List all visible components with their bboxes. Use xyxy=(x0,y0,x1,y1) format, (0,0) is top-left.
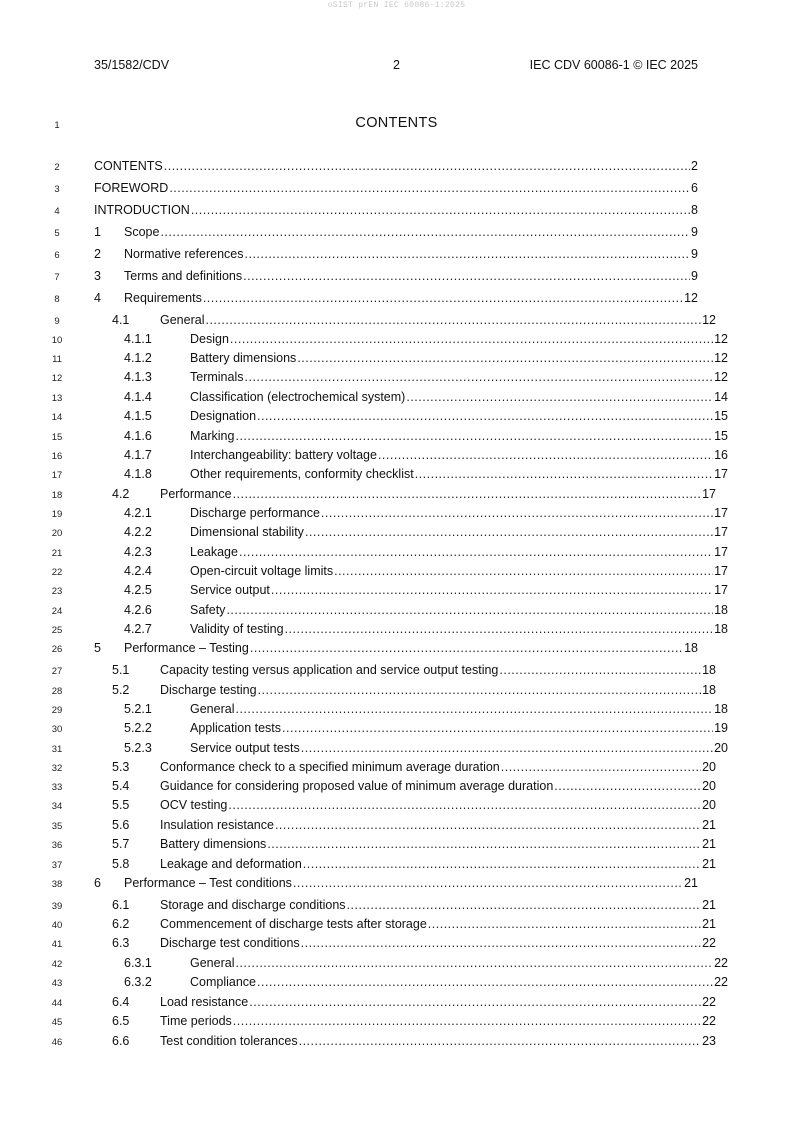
dot-leader xyxy=(205,313,701,327)
toc-section-number: 4.1.2 xyxy=(124,351,152,365)
toc-entry-title: Design xyxy=(190,332,229,346)
toc-entry-title: Conformance check to a specified minimum average duration xyxy=(160,760,500,774)
toc-entry-title: Battery dimensions xyxy=(160,837,267,851)
toc-entry[interactable] xyxy=(94,351,728,369)
toc-page-number: 15 xyxy=(714,409,728,423)
toc-entry-title: Validity of testing xyxy=(190,622,284,636)
toc-entry-title: Battery dimensions xyxy=(190,351,297,365)
toc-section-number: 5.1 xyxy=(112,663,130,677)
toc-entry[interactable] xyxy=(94,956,728,974)
toc-entry-title: General xyxy=(190,702,235,716)
dot-leader xyxy=(160,225,690,239)
line-number: 39 xyxy=(51,901,63,912)
toc-page-number: 14 xyxy=(714,390,728,404)
line-number: 43 xyxy=(51,978,63,989)
line-number: 46 xyxy=(51,1037,63,1048)
dot-leader xyxy=(301,936,701,950)
dot-leader xyxy=(257,409,713,423)
line-number: 16 xyxy=(51,451,63,462)
line-number: 10 xyxy=(51,335,63,346)
dot-leader xyxy=(499,663,701,677)
toc-entry-title: Service output tests xyxy=(190,741,300,755)
toc-entry[interactable] xyxy=(94,1034,716,1052)
dot-leader xyxy=(226,603,713,617)
toc-entry[interactable] xyxy=(94,525,728,543)
toc-entry[interactable] xyxy=(94,857,716,875)
toc-page-number: 20 xyxy=(702,779,716,793)
line-number: 45 xyxy=(51,1017,63,1028)
toc-section-number: 4.2.7 xyxy=(124,622,152,636)
dot-leader xyxy=(233,487,702,501)
line-number: 28 xyxy=(51,686,63,697)
dot-leader xyxy=(243,269,690,283)
toc-page-number: 21 xyxy=(702,917,716,931)
toc-entry[interactable] xyxy=(94,683,716,701)
toc-page-number: 17 xyxy=(702,487,716,501)
toc-entry-title: Insulation resistance xyxy=(160,818,274,832)
dot-leader xyxy=(301,741,713,755)
dot-leader xyxy=(299,1034,702,1048)
toc-entry[interactable] xyxy=(94,760,716,778)
toc-section-number: 6.1 xyxy=(112,898,130,912)
line-number: 36 xyxy=(51,840,63,851)
dot-leader xyxy=(245,370,714,384)
toc-entry-title: Performance – Testing xyxy=(124,641,249,655)
toc-page-number: 21 xyxy=(702,857,716,871)
toc-section-number: 4.1.5 xyxy=(124,409,152,423)
line-number: 7 xyxy=(54,272,60,283)
dot-leader xyxy=(228,798,701,812)
line-number: 41 xyxy=(51,939,63,950)
toc-entry-title: Service output xyxy=(190,583,270,597)
toc-entry[interactable] xyxy=(94,818,716,836)
toc-entry[interactable] xyxy=(94,564,728,582)
line-number: 22 xyxy=(51,567,63,578)
toc-entry[interactable] xyxy=(94,291,698,309)
toc-page-number: 6 xyxy=(691,181,698,195)
line-number: 25 xyxy=(51,625,63,636)
line-number: 3 xyxy=(54,184,60,195)
toc-entry-title: Guidance for considering proposed value of minimum average duration xyxy=(160,779,554,793)
page-title: CONTENTS xyxy=(355,115,438,131)
dot-leader xyxy=(334,564,713,578)
toc-entry-title: Discharge test conditions xyxy=(160,936,300,950)
dot-leader xyxy=(554,779,701,793)
toc-entry[interactable] xyxy=(94,506,728,524)
toc-entry-title: Leakage xyxy=(190,545,238,559)
toc-page-number: 18 xyxy=(684,641,698,655)
line-number: 13 xyxy=(51,393,63,404)
line-number: 20 xyxy=(51,528,63,539)
dot-leader xyxy=(406,390,713,404)
toc-section-number: 5.4 xyxy=(112,779,130,793)
line-number: 38 xyxy=(51,879,63,890)
dot-leader xyxy=(230,332,713,346)
toc-page-number: 9 xyxy=(691,225,698,239)
toc-entry-title: General xyxy=(160,313,205,327)
toc-entry[interactable] xyxy=(94,1014,716,1032)
toc-page-number: 15 xyxy=(714,429,728,443)
toc-page-number: 21 xyxy=(702,818,716,832)
toc-page-number: 17 xyxy=(714,545,728,559)
dot-leader xyxy=(235,702,713,716)
toc-section-number: 4.1 xyxy=(112,313,130,327)
toc-entry[interactable] xyxy=(94,159,698,177)
toc-page-number: 22 xyxy=(714,975,728,989)
toc-section-number: 4 xyxy=(94,291,101,305)
toc-entry-title: Application tests xyxy=(190,721,282,735)
line-number: 1 xyxy=(54,120,60,131)
toc-entry[interactable] xyxy=(94,936,716,954)
toc-page-number: 12 xyxy=(714,351,728,365)
toc-section-number: 4.1.8 xyxy=(124,467,152,481)
toc-page-number: 22 xyxy=(702,936,716,950)
toc-section-number: 5 xyxy=(94,641,101,655)
toc-section-number: 6.5 xyxy=(112,1014,130,1028)
toc-entry[interactable] xyxy=(94,975,728,993)
toc-section-number: 3 xyxy=(94,269,101,283)
dot-leader xyxy=(415,467,713,481)
toc-entry[interactable] xyxy=(94,448,728,466)
toc-section-number: 4.2.3 xyxy=(124,545,152,559)
toc-section-number: 6 xyxy=(94,876,101,890)
dot-leader xyxy=(164,159,690,173)
dot-leader xyxy=(267,837,701,851)
toc-page-number: 9 xyxy=(691,247,698,261)
line-number: 8 xyxy=(54,294,60,305)
line-number: 14 xyxy=(51,412,63,423)
toc-page-number: 22 xyxy=(714,956,728,970)
dot-leader xyxy=(285,622,714,636)
toc-section-number: 4.1.6 xyxy=(124,429,152,443)
toc-entry-title: Commencement of discharge tests after storage xyxy=(160,917,427,931)
toc-entry-title: Dimensional stability xyxy=(190,525,304,539)
toc-entry[interactable] xyxy=(94,641,698,659)
line-number: 23 xyxy=(51,586,63,597)
toc-entry[interactable] xyxy=(94,313,716,331)
line-number: 24 xyxy=(51,606,63,617)
toc-entry-title: Discharge performance xyxy=(190,506,320,520)
dot-leader xyxy=(257,975,713,989)
toc-entry-title: Designation xyxy=(190,409,257,423)
dot-leader xyxy=(501,760,701,774)
dot-leader xyxy=(275,818,701,832)
toc-page-number: 17 xyxy=(714,467,728,481)
toc-section-number: 4.1.3 xyxy=(124,370,152,384)
toc-entry-title: Leakage and deformation xyxy=(160,857,302,871)
toc-page-number: 18 xyxy=(702,663,716,677)
toc-page-number: 21 xyxy=(702,837,716,851)
toc-page-number: 21 xyxy=(702,898,716,912)
toc-section-number: 4.1.7 xyxy=(124,448,152,462)
toc-page-number: 12 xyxy=(684,291,698,305)
toc-entry[interactable] xyxy=(94,247,698,265)
dot-leader xyxy=(249,995,701,1009)
toc-page-number: 21 xyxy=(684,876,698,890)
toc-entry-title: FOREWORD xyxy=(94,181,169,195)
dot-leader xyxy=(282,721,713,735)
dot-leader xyxy=(235,429,713,443)
line-number: 26 xyxy=(51,644,63,655)
toc-entry-title: CONTENTS xyxy=(94,159,163,173)
line-number: 33 xyxy=(51,782,63,793)
toc-entry-title: Load resistance xyxy=(160,995,249,1009)
line-number: 27 xyxy=(51,666,63,677)
toc-section-number: 6.3 xyxy=(112,936,130,950)
toc-page-number: 8 xyxy=(691,203,698,217)
toc-entry[interactable] xyxy=(94,898,716,916)
toc-entry-title: Open-circuit voltage limits xyxy=(190,564,334,578)
dot-leader xyxy=(233,1014,701,1028)
toc-entry[interactable] xyxy=(94,429,728,447)
dot-leader xyxy=(258,683,702,697)
toc-page-number: 17 xyxy=(714,525,728,539)
line-number: 37 xyxy=(51,860,63,871)
toc-page-number: 12 xyxy=(702,313,716,327)
toc-entry-title: Marking xyxy=(190,429,235,443)
dot-leader xyxy=(378,448,713,462)
dot-leader xyxy=(239,545,713,559)
header-page-number: 2 xyxy=(393,58,400,72)
dot-leader xyxy=(191,203,690,217)
toc-section-number: 5.6 xyxy=(112,818,130,832)
toc-page-number: 20 xyxy=(702,798,716,812)
toc-section-number: 5.2 xyxy=(112,683,130,697)
toc-entry-title: Interchangeability: battery voltage xyxy=(190,448,377,462)
toc-entry-title: INTRODUCTION xyxy=(94,203,190,217)
toc-entry-title: Test condition tolerances xyxy=(160,1034,298,1048)
toc-section-number: 4.2 xyxy=(112,487,130,501)
toc-entry[interactable] xyxy=(94,741,728,759)
toc-section-number: 5.2.1 xyxy=(124,702,152,716)
toc-entry[interactable] xyxy=(94,721,728,739)
toc-section-number: 6.3.1 xyxy=(124,956,152,970)
toc-section-number: 1 xyxy=(94,225,101,239)
toc-entry[interactable] xyxy=(94,467,728,485)
toc-section-number: 6.3.2 xyxy=(124,975,152,989)
toc-entry[interactable] xyxy=(94,995,716,1013)
dot-leader xyxy=(347,898,702,912)
toc-entry-title: Normative references xyxy=(124,247,244,261)
toc-entry[interactable] xyxy=(94,917,716,935)
dot-leader xyxy=(235,956,713,970)
toc-page-number: 17 xyxy=(714,583,728,597)
toc-section-number: 5.5 xyxy=(112,798,130,812)
toc-entry[interactable] xyxy=(94,702,728,720)
toc-section-number: 2 xyxy=(94,247,101,261)
toc-entry[interactable] xyxy=(94,876,698,894)
toc-entry[interactable] xyxy=(94,225,698,243)
line-number: 12 xyxy=(51,373,63,384)
toc-section-number: 4.2.4 xyxy=(124,564,152,578)
toc-section-number: 5.2.3 xyxy=(124,741,152,755)
line-number: 40 xyxy=(51,920,63,931)
toc-entry[interactable] xyxy=(94,545,728,563)
toc-section-number: 6.2 xyxy=(112,917,130,931)
toc-entry-title: General xyxy=(190,956,235,970)
toc-section-number: 4.2.2 xyxy=(124,525,152,539)
line-number: 21 xyxy=(51,548,63,559)
toc-entry[interactable] xyxy=(94,798,716,816)
toc-entry[interactable] xyxy=(94,583,728,601)
toc-section-number: 4.1.1 xyxy=(124,332,152,346)
line-number: 15 xyxy=(51,432,63,443)
header-standard-ref: IEC CDV 60086-1 © IEC 2025 xyxy=(529,58,698,72)
watermark-text: oSIST prEN IEC 60086-1:2025 xyxy=(327,1,466,10)
line-number: 17 xyxy=(51,470,63,481)
toc-entry-title: Time periods xyxy=(160,1014,232,1028)
line-number: 11 xyxy=(52,354,62,365)
line-number: 19 xyxy=(51,509,63,520)
toc-section-number: 4.2.1 xyxy=(124,506,152,520)
toc-entry[interactable] xyxy=(94,370,728,388)
toc-page-number: 18 xyxy=(714,702,728,716)
toc-section-number: 5.7 xyxy=(112,837,130,851)
line-number: 35 xyxy=(51,821,63,832)
dot-leader xyxy=(245,247,691,261)
toc-entry[interactable] xyxy=(94,622,728,640)
toc-page-number: 18 xyxy=(714,603,728,617)
toc-page-number: 18 xyxy=(714,622,728,636)
toc-entry-title: Terminals xyxy=(190,370,244,384)
line-number: 18 xyxy=(51,490,63,501)
toc-page-number: 16 xyxy=(714,448,728,462)
toc-page-number: 9 xyxy=(691,269,698,283)
dot-leader xyxy=(293,876,683,890)
toc-entry[interactable] xyxy=(94,332,728,350)
line-number: 31 xyxy=(51,744,63,755)
toc-entry[interactable] xyxy=(94,603,728,621)
toc-page-number: 17 xyxy=(714,506,728,520)
dot-leader xyxy=(303,857,701,871)
toc-entry[interactable] xyxy=(94,203,698,221)
dot-leader xyxy=(203,291,683,305)
line-number: 42 xyxy=(51,959,63,970)
toc-entry-title: Terms and definitions xyxy=(124,269,243,283)
toc-entry[interactable] xyxy=(94,390,728,408)
toc-page-number: 2 xyxy=(691,159,698,173)
dot-leader xyxy=(321,506,713,520)
toc-page-number: 20 xyxy=(702,760,716,774)
toc-section-number: 4.2.6 xyxy=(124,603,152,617)
toc-page-number: 20 xyxy=(714,741,728,755)
toc-entry-title: Safety xyxy=(190,603,226,617)
toc-entry-title: Capacity testing versus application and service output testing xyxy=(160,663,499,677)
toc-page-number: 22 xyxy=(702,1014,716,1028)
toc-section-number: 4.2.5 xyxy=(124,583,152,597)
dot-leader xyxy=(305,525,713,539)
toc-entry-title: Requirements xyxy=(124,291,202,305)
toc-entry-title: Discharge testing xyxy=(160,683,257,697)
toc-section-number: 5.2.2 xyxy=(124,721,152,735)
toc-section-number: 5.3 xyxy=(112,760,130,774)
dot-leader xyxy=(428,917,701,931)
toc-entry-title: Other requirements, conformity checklist xyxy=(190,467,414,481)
toc-page-number: 18 xyxy=(702,683,716,697)
line-number: 44 xyxy=(51,998,63,1009)
toc-section-number: 6.6 xyxy=(112,1034,130,1048)
toc-page-number: 12 xyxy=(714,332,728,346)
toc-entry-title: Classification (electrochemical system) xyxy=(190,390,406,404)
line-number: 9 xyxy=(54,316,60,327)
line-number: 32 xyxy=(51,763,63,774)
toc-entry-title: Scope xyxy=(124,225,160,239)
toc-entry[interactable] xyxy=(94,269,698,287)
dot-leader xyxy=(250,641,683,655)
toc-entry-title: Performance xyxy=(160,487,232,501)
header-document-ref: 35/1582/CDV xyxy=(94,58,170,72)
toc-page-number: 23 xyxy=(702,1034,716,1048)
toc-section-number: 5.8 xyxy=(112,857,130,871)
dot-leader xyxy=(271,583,713,597)
toc-page-number: 19 xyxy=(714,721,728,735)
line-number: 34 xyxy=(51,801,63,812)
toc-entry-title: Compliance xyxy=(190,975,257,989)
toc-entry[interactable] xyxy=(94,663,716,681)
line-number: 2 xyxy=(54,162,60,173)
toc-entry[interactable] xyxy=(94,779,716,797)
toc-entry-title: Performance – Test conditions xyxy=(124,876,292,890)
toc-entry-title: Storage and discharge conditions xyxy=(160,898,346,912)
toc-page-number: 12 xyxy=(714,370,728,384)
line-number: 6 xyxy=(54,250,60,261)
toc-entry-title: OCV testing xyxy=(160,798,228,812)
toc-section-number: 6.4 xyxy=(112,995,130,1009)
toc-entry[interactable] xyxy=(94,487,716,505)
toc-section-number: 4.1.4 xyxy=(124,390,152,404)
toc-page-number: 17 xyxy=(714,564,728,578)
toc-page-number: 22 xyxy=(702,995,716,1009)
line-number: 5 xyxy=(54,228,60,239)
dot-leader xyxy=(297,351,713,365)
line-number: 30 xyxy=(51,724,63,735)
dot-leader xyxy=(169,181,690,195)
line-number: 29 xyxy=(51,705,63,716)
line-number: 4 xyxy=(54,206,60,217)
toc-entry[interactable] xyxy=(94,837,716,855)
toc-entry[interactable] xyxy=(94,409,728,427)
toc-entry[interactable] xyxy=(94,181,698,199)
